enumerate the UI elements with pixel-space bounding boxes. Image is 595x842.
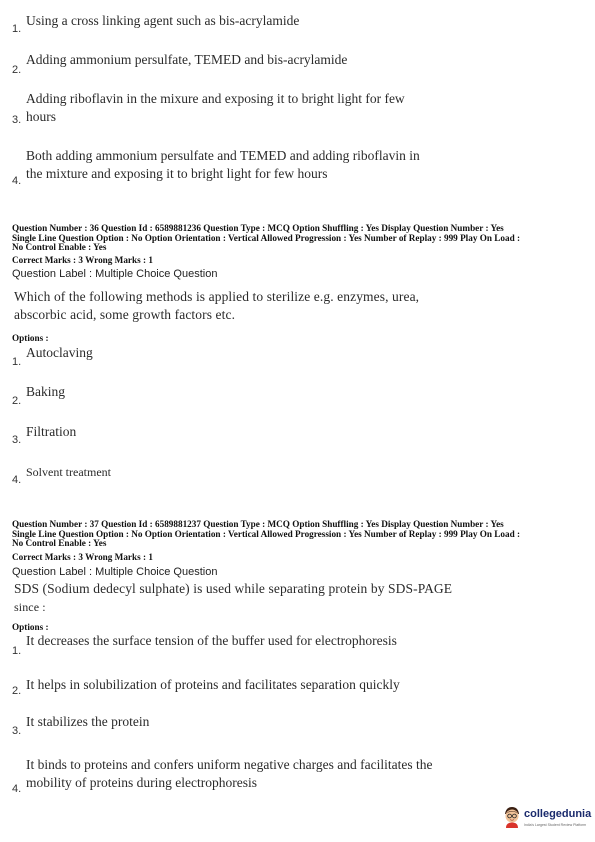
q37-option-1[interactable] xyxy=(12,632,572,656)
q36-option-4[interactable] xyxy=(12,463,572,487)
option-text: Filtration xyxy=(26,424,77,439)
q37-marks: Correct Marks : 3 Wrong Marks : 1 xyxy=(12,552,153,562)
q36-option-2[interactable] xyxy=(12,383,572,407)
q36-marks: Correct Marks : 3 Wrong Marks : 1 xyxy=(12,255,153,265)
prev-option-3[interactable] xyxy=(12,90,572,130)
q36-meta-line-2: Single Line Question Option : No Option Orientation : Vertical Allowed Progression : Yes Number of Replay : 999 Play On Load : xyxy=(12,232,521,243)
option-text-line-2: mobility of proteins during electrophoresis xyxy=(26,775,257,790)
option-number: 4. xyxy=(12,783,22,795)
q37-question-text xyxy=(14,580,574,616)
collegedunia-logo xyxy=(502,804,592,834)
option-text: Solvent treatment xyxy=(26,465,111,479)
q36-question-label: Question Label : Multiple Choice Question xyxy=(12,268,218,280)
q37-option-4[interactable] xyxy=(12,756,572,796)
q36-option-3[interactable] xyxy=(12,423,572,447)
option-text: It decreases the surface tension of the buffer used for electrophoresis xyxy=(26,633,397,648)
option-number: 4. xyxy=(12,175,22,187)
q37-question-line-2: since : xyxy=(14,600,46,614)
option-text: It helps in solubilization of proteins and facilitates separation quickly xyxy=(26,677,400,692)
option-number: 1. xyxy=(12,23,22,35)
q37-options-heading: Options : xyxy=(12,622,49,632)
option-number: 4. xyxy=(12,474,22,486)
q36-meta-line-3: No Control Enable : Yes xyxy=(12,242,107,253)
q37-question-line-1: SDS (Sodium dedecyl sulphate) is used while separating protein by SDS-PAGE xyxy=(14,581,453,596)
option-number: 3. xyxy=(12,114,22,126)
option-text-line-1: Adding riboflavin in the mixure and exposing it to bright light for few xyxy=(26,91,405,106)
prev-option-2[interactable] xyxy=(12,51,572,75)
option-text-line-1: It binds to proteins and confers uniform negative charges and facilitates the xyxy=(26,757,433,772)
option-text-line-2: the mixture and exposing it to bright light for few hours xyxy=(26,166,328,181)
option-text: It stabilizes the protein xyxy=(26,714,150,729)
q36-question-line-1: Which of the following methods is applied to sterilize e.g. enzymes, urea, xyxy=(14,289,420,304)
logo-brand: collegedunia xyxy=(524,808,592,820)
prev-option-1[interactable] xyxy=(12,12,572,36)
option-text: Adding ammonium persulfate, TEMED and bis-acrylamide xyxy=(26,52,348,67)
q36-option-1[interactable] xyxy=(12,344,572,368)
option-text: Baking xyxy=(26,384,65,399)
q37-meta xyxy=(12,520,588,549)
q36-meta-line-1: Question Number : 36 Question Id : 6589881236 Question Type : MCQ Option Shuffling : Yes Display Question Number : Yes xyxy=(12,223,504,233)
q37-question-label: Question Label : Multiple Choice Question xyxy=(12,566,218,578)
q36-question-line-2: abscorbic acid, some growth factors etc. xyxy=(14,307,236,322)
option-text: Autoclaving xyxy=(26,345,93,360)
option-number: 2. xyxy=(12,64,22,76)
option-number: 2. xyxy=(12,395,22,407)
prev-option-4[interactable] xyxy=(12,147,572,187)
option-text-line-1: Both adding ammonium persulfate and TEMED and adding riboflavin in xyxy=(26,148,420,163)
q37-option-3[interactable] xyxy=(12,713,572,737)
q37-meta-line-2: Single Line Question Option : No Option Orientation : Vertical Allowed Progression : Yes Number of Replay : 999 Play On Load : xyxy=(12,528,521,539)
option-number: 2. xyxy=(12,685,22,697)
option-number: 1. xyxy=(12,356,22,368)
option-text: Using a cross linking agent such as bis-acrylamide xyxy=(26,13,300,28)
q36-question-text xyxy=(14,288,574,324)
q37-meta-line-1: Question Number : 37 Question Id : 6589881237 Question Type : MCQ Option Shuffling : Yes Display Question Number : Yes xyxy=(12,519,504,529)
q36-options-heading: Options : xyxy=(12,333,49,343)
option-number: 3. xyxy=(12,725,22,737)
option-number: 1. xyxy=(12,645,22,657)
q36-meta xyxy=(12,224,588,253)
logo-tagline: India's Largest Student Review Platform xyxy=(524,823,587,827)
option-number: 3. xyxy=(12,434,22,446)
q37-meta-line-3: No Control Enable : Yes xyxy=(12,538,107,549)
option-text-line-2: hours xyxy=(26,109,56,124)
mascot-icon xyxy=(502,806,522,828)
q37-option-2[interactable] xyxy=(12,676,572,700)
